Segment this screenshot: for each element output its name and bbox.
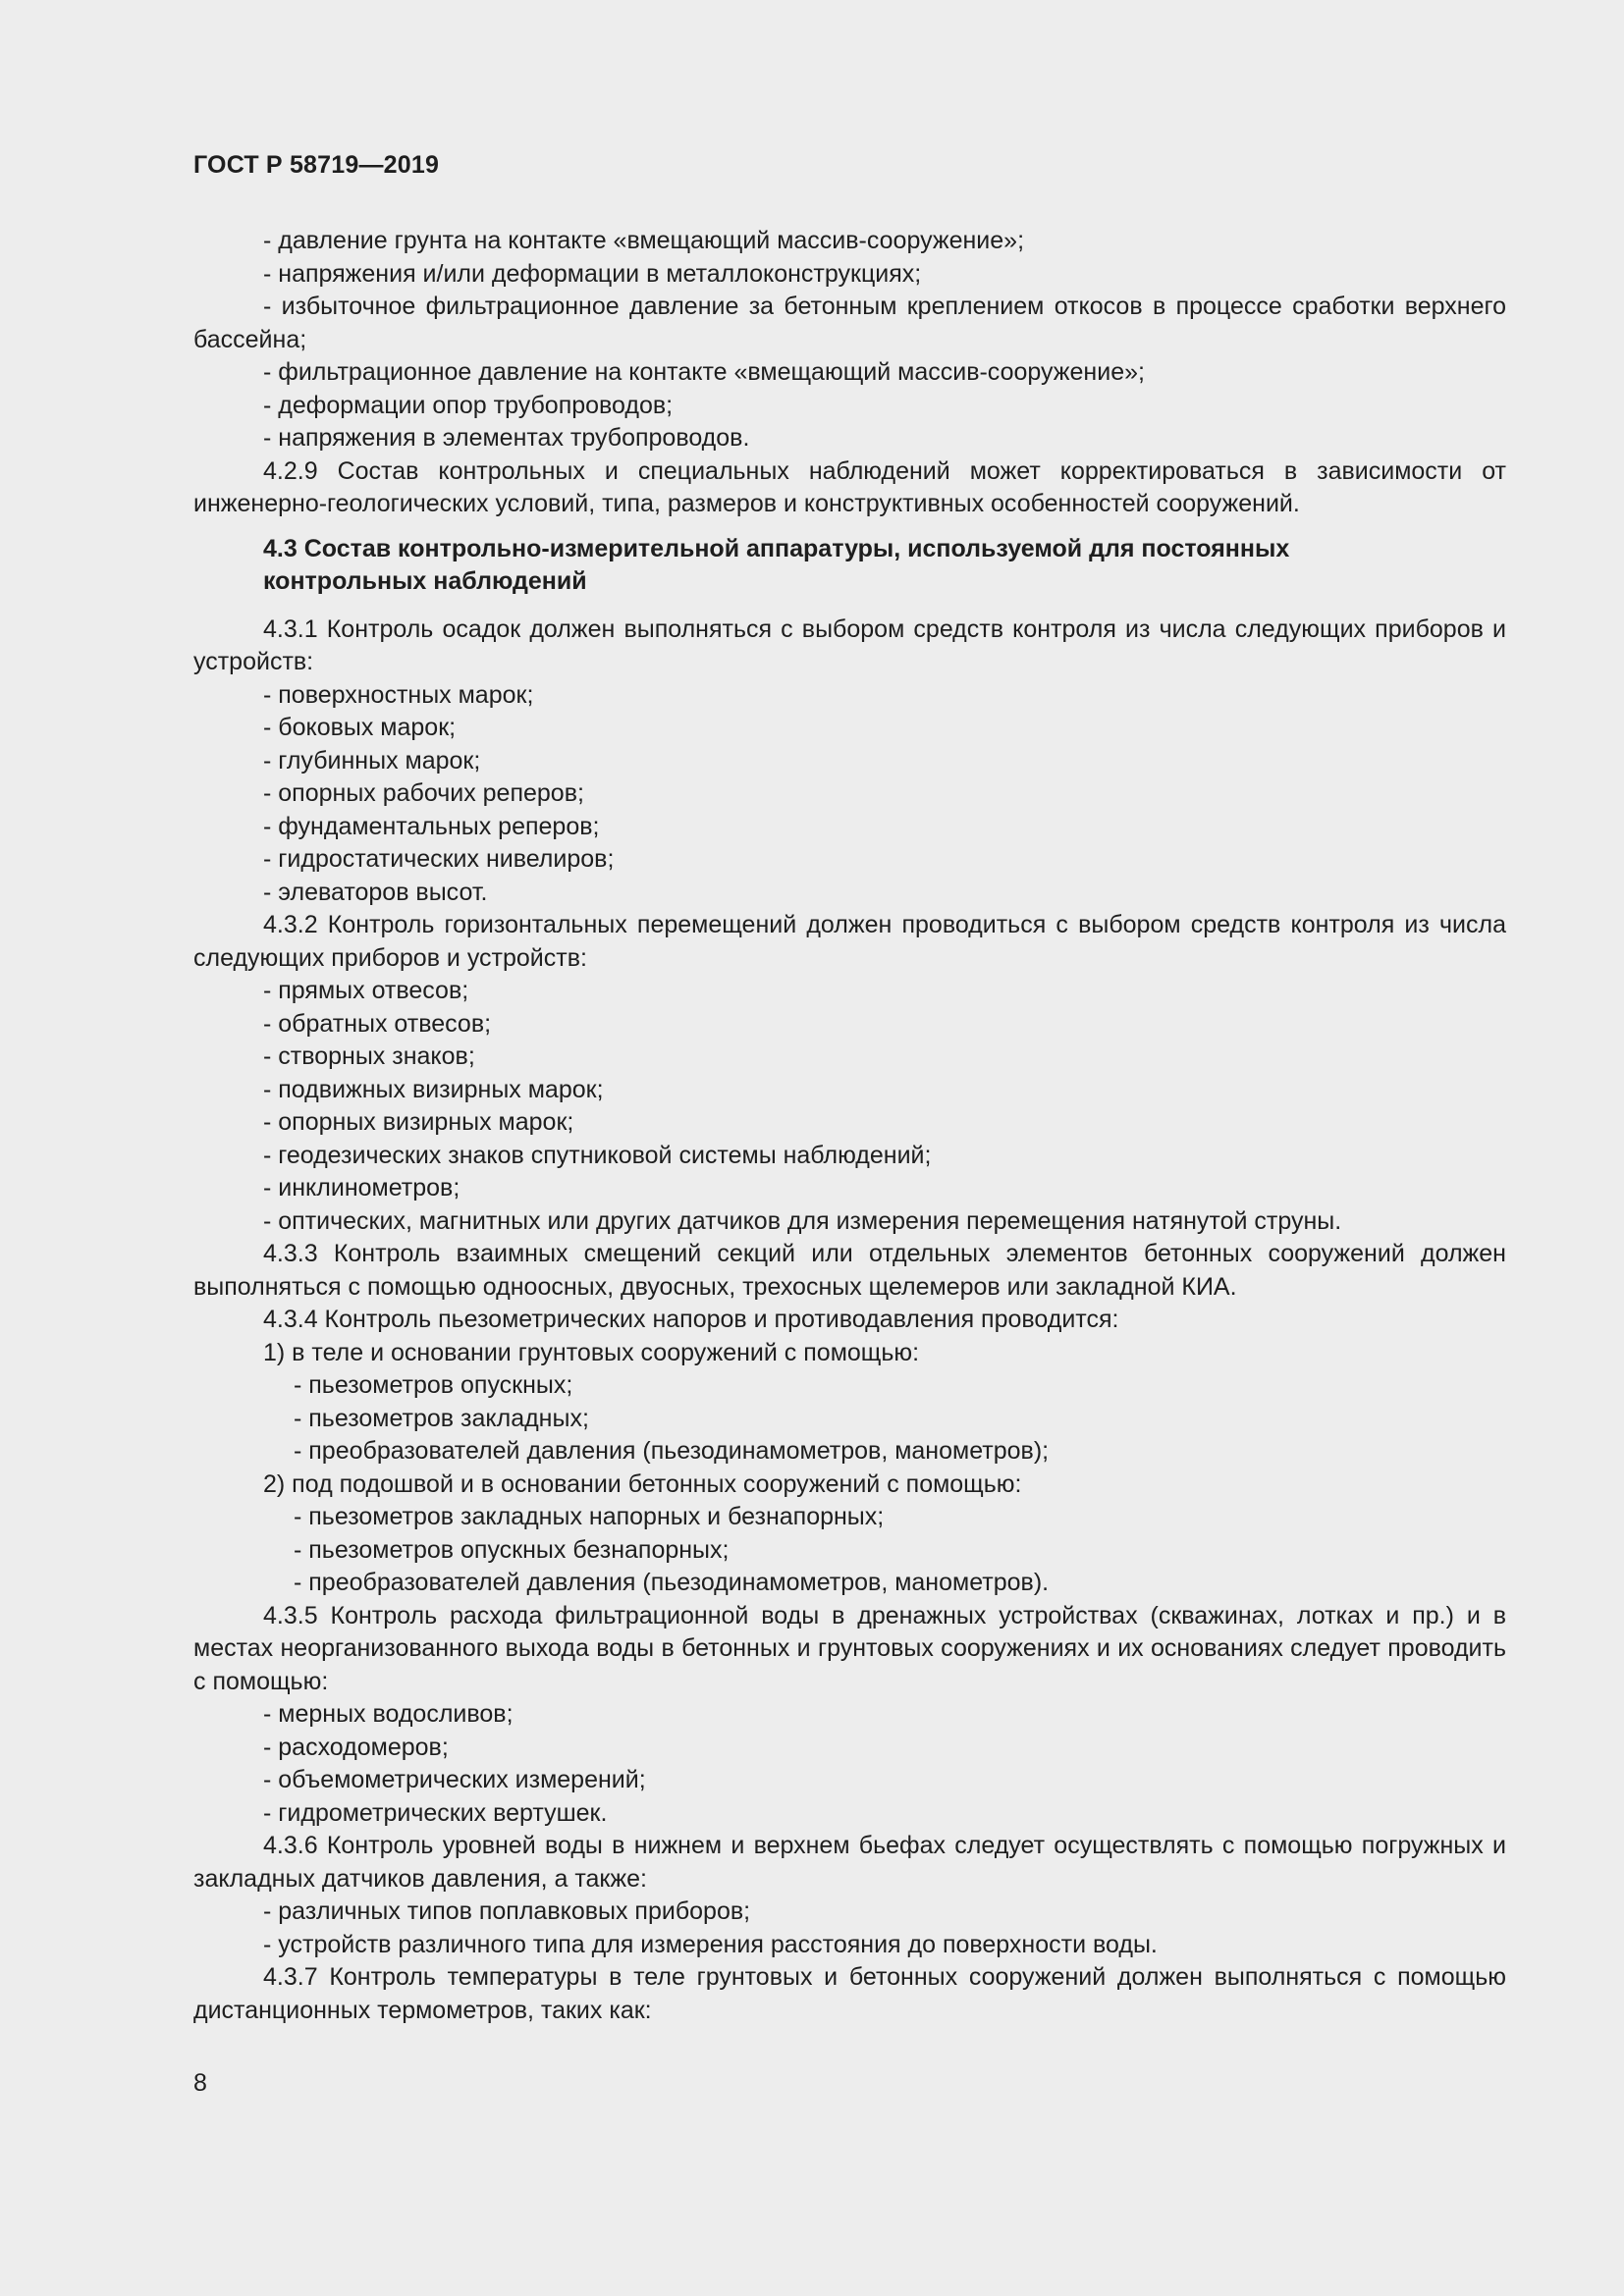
list-item: - элеваторов высот.	[263, 878, 488, 906]
enumerated-item: 1) в теле и основании грунтовых сооружений с помощью:	[263, 1338, 920, 1366]
enumerated-item: 2) под подошвой и в основании бетонных сооружений с помощью:	[263, 1469, 1022, 1498]
paragraph-4-2-9: 4.2.9 Состав контрольных и специальных наблюдений может корректироваться в зависимости от инженерно-геологических условий, типа, размеров и конструктивных особенностей сооружений.	[193, 456, 1506, 517]
list-item: - подвижных визирных марок;	[263, 1075, 604, 1103]
list-item: - оптических, магнитных или других датчиков для измерения перемещения натянутой струны.	[263, 1206, 1342, 1235]
list-item: - опорных визирных марок;	[263, 1108, 574, 1136]
list-item-nested: - преобразователей давления (пьезодинамометров, манометров).	[294, 1569, 1050, 1596]
list-item: - фильтрационное давление на контакте «вмещающий массив-сооружение»;	[263, 358, 1145, 386]
list-item: - фундаментальных реперов;	[263, 812, 600, 840]
list-item: - напряжения и/или деформации в металлоконструкциях;	[263, 259, 922, 288]
paragraph-4-3-7: 4.3.7 Контроль температуры в теле грунтовых и бетонных сооружений должен выполняться с помощью дистанционных термометров, таких как:	[193, 1963, 1506, 2024]
paragraph-4-3-5: 4.3.5 Контроль расхода фильтрационной воды в дренажных устройствах (скважинах, лотках и пр.) и в местах неорганизованного выхода воды в бетонных и грунтовых сооружениях и их основаниях следует проводить с помощью:	[193, 1601, 1506, 1695]
list-item-nested: - преобразователей давления (пьезодинамометров, манометров);	[294, 1437, 1050, 1465]
list-item: - давление грунта на контакте «вмещающий массив-сооружение»;	[263, 227, 1025, 254]
paragraph-4-3-4: 4.3.4 Контроль пьезометрических напоров и противодавления проводится:	[263, 1306, 1119, 1333]
paragraph-4-3-1: 4.3.1 Контроль осадок должен выполняться с выбором средств контроля из числа следующих приборов и устройств:	[193, 614, 1506, 675]
list-item: - гидростатических нивелиров;	[263, 845, 615, 873]
section-heading-line: контрольных наблюдений	[263, 567, 587, 595]
paragraph-4-3-6: 4.3.6 Контроль уровней воды в нижнем и верхнем бьефах следует осуществлять с помощью погружных и закладных датчиков давления, а также:	[193, 1832, 1506, 1893]
list-item: - объемометрических измерений;	[263, 1766, 646, 1793]
document-code-header: ГОСТ Р 58719—2019	[193, 151, 440, 179]
list-item: - расходомеров;	[263, 1733, 449, 1761]
list-item-nested: - пьезометров закладных;	[294, 1404, 589, 1432]
list-item: - поверхностных марок;	[263, 680, 534, 709]
list-item-nested: - пьезометров опускных безнапорных;	[294, 1535, 730, 1564]
list-item-wrapped: - избыточное фильтрационное давление за бетонным креплением откосов в процессе сработки верхнего бассейна;	[193, 293, 1506, 353]
section-heading-line: 4.3 Состав контрольно-измерительной аппаратуры, используемой для постоянных	[263, 534, 1290, 562]
list-item-nested: - пьезометров опускных;	[294, 1371, 573, 1399]
list-item: - деформации опор трубопроводов;	[263, 391, 674, 419]
page-number: 8	[193, 2069, 207, 2097]
list-item: - обратных отвесов;	[263, 1009, 492, 1038]
list-item: - устройств различного типа для измерения расстояния до поверхности воды.	[263, 1930, 1158, 1958]
list-item: - различных типов поплавковых приборов;	[263, 1897, 751, 1925]
list-item: - прямых отвесов;	[263, 977, 469, 1004]
document-body	[193, 225, 1506, 2027]
list-item: - опорных рабочих реперов;	[263, 779, 584, 807]
list-item: - боковых марок;	[263, 714, 457, 741]
section-heading-4-3	[193, 533, 1506, 599]
paragraph-4-3-2: 4.3.2 Контроль горизонтальных перемещений должен проводиться с выбором средств контроля из числа следующих приборов и устройств:	[193, 911, 1506, 972]
list-item: - геодезических знаков спутниковой системы наблюдений;	[263, 1141, 932, 1169]
list-item-nested: - пьезометров закладных напорных и безнапорных;	[294, 1503, 885, 1530]
list-item: - створных знаков;	[263, 1042, 475, 1070]
list-item: - мерных водосливов;	[263, 1700, 514, 1728]
list-item: - инклинометров;	[263, 1174, 460, 1201]
list-item: - напряжения в элементах трубопроводов.	[263, 424, 750, 452]
paragraph-4-3-3: 4.3.3 Контроль взаимных смещений секций или отдельных элементов бетонных сооружений должен выполняться с помощью одноосных, двуосных, трехосных щелемеров или закладной КИА.	[193, 1240, 1506, 1301]
list-item: - глубинных марок;	[263, 746, 481, 774]
list-item: - гидрометрических вертушек.	[263, 1798, 608, 1827]
